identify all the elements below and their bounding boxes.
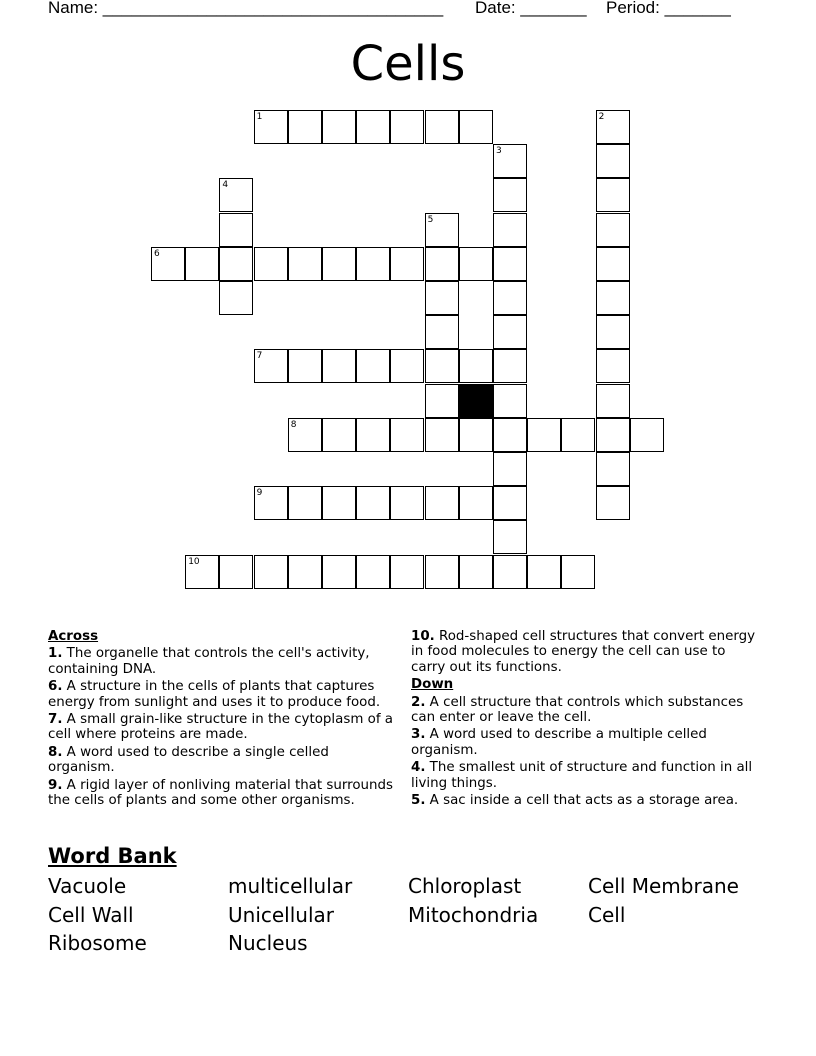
grid-cell[interactable]	[322, 349, 356, 383]
grid-cell[interactable]	[390, 486, 424, 520]
clue-number: 7.	[48, 712, 63, 728]
grid-cell[interactable]	[356, 349, 390, 383]
clue-across-8	[48, 745, 398, 776]
grid-cell[interactable]	[288, 349, 322, 383]
grid-cell[interactable]	[596, 144, 630, 178]
clue-text: A word used to describe a single celled organism.	[48, 744, 329, 776]
grid-cell[interactable]	[390, 555, 424, 589]
down-heading: Down	[411, 677, 454, 693]
grid-cell[interactable]	[322, 486, 356, 520]
grid-cell[interactable]	[219, 213, 253, 247]
grid-cell[interactable]	[425, 247, 459, 281]
grid-cell[interactable]	[425, 315, 459, 349]
grid-cell[interactable]	[596, 178, 630, 212]
grid-cell[interactable]	[493, 384, 527, 418]
word-bank-item: Vacuole	[48, 874, 127, 898]
clue-text: The organelle that controls the cell's activity, containing DNA.	[48, 646, 370, 677]
grid-cell[interactable]	[288, 247, 322, 281]
grid-cell[interactable]	[459, 247, 493, 281]
grid-cell[interactable]	[425, 349, 459, 383]
grid-cell[interactable]	[425, 486, 459, 520]
grid-cell[interactable]	[596, 486, 630, 520]
grid-number: 8	[290, 419, 297, 430]
clue-number: 8.	[48, 744, 63, 760]
grid-cell[interactable]	[596, 452, 630, 486]
grid-cell[interactable]	[254, 247, 288, 281]
grid-cell[interactable]	[596, 384, 630, 418]
grid-cell[interactable]	[219, 247, 253, 281]
grid-cell[interactable]	[596, 349, 630, 383]
grid-cell[interactable]	[527, 555, 561, 589]
grid-cell[interactable]	[493, 486, 527, 520]
across-heading: Across	[48, 629, 99, 644]
word-bank-item: Chloroplast	[408, 874, 522, 898]
grid-cell[interactable]	[288, 555, 322, 589]
grid-cell[interactable]	[630, 418, 664, 452]
grid-cell[interactable]	[356, 418, 390, 452]
clue-text: A rigid layer of nonliving material that surrounds the cells of plants and some other organisms.	[48, 777, 393, 809]
grid-cell[interactable]	[356, 110, 390, 144]
grid-cell[interactable]	[390, 247, 424, 281]
grid-cell[interactable]	[390, 110, 424, 144]
grid-cell[interactable]	[493, 452, 527, 486]
clue-number: 4.	[411, 760, 426, 776]
clue-across-10	[411, 629, 756, 675]
clue-down-3	[411, 727, 756, 758]
grid-cell[interactable]	[425, 110, 459, 144]
grid-cell[interactable]	[322, 110, 356, 144]
grid-cell[interactable]	[493, 247, 527, 281]
page-title: Cells	[350, 36, 466, 92]
grid-cell[interactable]	[561, 555, 595, 589]
grid-cell[interactable]	[596, 281, 630, 315]
clue-number: 1.	[48, 646, 63, 662]
word-bank-item: Cell	[588, 903, 626, 927]
grid-cell[interactable]	[356, 247, 390, 281]
grid-cell[interactable]	[493, 281, 527, 315]
grid-cell[interactable]	[425, 555, 459, 589]
grid-cell[interactable]	[425, 418, 459, 452]
clue-across-9	[48, 778, 398, 809]
grid-cell[interactable]	[493, 555, 527, 589]
clue-down-2	[411, 695, 756, 726]
grid-cell[interactable]	[322, 418, 356, 452]
grid-cell[interactable]	[561, 418, 595, 452]
clue-text: Rod-shaped cell structures that convert energy in food molecules to energy the cell can use to carry out its functions.	[411, 629, 756, 675]
grid-number: 4	[222, 180, 229, 191]
grid-cell[interactable]	[459, 110, 493, 144]
black-square	[459, 384, 493, 418]
grid-cell[interactable]	[322, 247, 356, 281]
clue-text: A sac inside a cell that acts as a storage area.	[429, 793, 739, 809]
grid-cell[interactable]	[596, 315, 630, 349]
grid-cell[interactable]	[459, 486, 493, 520]
grid-cell[interactable]	[425, 384, 459, 418]
grid-number: 6	[154, 248, 160, 259]
word-bank-item: Mitochondria	[408, 903, 539, 927]
word-bank-item: Nucleus	[228, 931, 308, 955]
word-bank-title: Word Bank	[48, 844, 177, 868]
grid-cell[interactable]	[288, 110, 322, 144]
date-field[interactable]: Date: _______	[475, 0, 587, 17]
grid-cell[interactable]	[493, 213, 527, 247]
grid-cell[interactable]	[356, 486, 390, 520]
grid-cell[interactable]	[390, 418, 424, 452]
grid-number: 9	[256, 488, 263, 499]
word-bank-item: Cell Wall	[48, 903, 134, 927]
clue-down-5	[411, 793, 756, 808]
grid-number: 7	[256, 351, 263, 362]
clue-number: 2.	[411, 694, 426, 710]
clue-across-6	[48, 679, 398, 710]
grid-cell[interactable]	[288, 486, 322, 520]
grid-cell[interactable]	[185, 247, 219, 281]
grid-cell[interactable]	[459, 349, 493, 383]
grid-cell[interactable]	[459, 555, 493, 589]
clue-text: The smallest unit of structure and function in all living things.	[411, 760, 753, 791]
grid-cell[interactable]	[596, 213, 630, 247]
grid-cell[interactable]	[493, 418, 527, 452]
grid-cell[interactable]	[596, 247, 630, 281]
grid-cell[interactable]	[596, 418, 630, 452]
grid-cell[interactable]	[322, 555, 356, 589]
clue-text: A word used to describe a multiple celled organism.	[411, 727, 707, 758]
clue-down-4	[411, 760, 756, 791]
grid-cell[interactable]	[356, 555, 390, 589]
word-bank-item: Unicellular	[228, 903, 334, 927]
word-bank-item: Cell Membrane	[588, 874, 739, 898]
clue-text: A small grain-like structure in the cytoplasm of a cell where proteins are made.	[48, 712, 393, 743]
clue-number: 9.	[48, 777, 63, 793]
clue-text: A structure in the cells of plants that captures energy from sunlight and uses it to produce food.	[48, 679, 381, 710]
grid-cell[interactable]	[527, 418, 561, 452]
name-field[interactable]: Name: ____________________________________	[48, 0, 444, 17]
grid-cell[interactable]	[493, 520, 527, 554]
grid-cell[interactable]	[493, 315, 527, 349]
clue-text: A cell structure that controls which substances can enter or leave the cell.	[411, 694, 744, 726]
across-down-clues	[411, 629, 756, 810]
clue-number: 6.	[48, 679, 63, 695]
grid-number: 2	[598, 112, 605, 122]
word-bank-item: multicellular	[228, 874, 353, 898]
clue-number: 5.	[411, 793, 426, 809]
grid-cell[interactable]	[254, 555, 288, 589]
across-clues	[48, 629, 398, 810]
grid-cell[interactable]	[390, 349, 424, 383]
grid-cell[interactable]	[493, 349, 527, 383]
clue-number: 10.	[411, 629, 435, 644]
period-field[interactable]: Period: _______	[606, 0, 731, 17]
grid-number: 3	[496, 146, 502, 157]
grid-cell[interactable]	[425, 281, 459, 315]
word-bank-item: Ribosome	[48, 931, 147, 955]
grid-cell[interactable]	[219, 281, 253, 315]
grid-number: 1	[256, 112, 263, 122]
clue-across-7	[48, 712, 398, 743]
grid-number: 5	[427, 214, 434, 225]
clue-number: 3.	[411, 727, 426, 743]
clue-across-1	[48, 646, 398, 677]
grid-cell[interactable]	[459, 418, 493, 452]
grid-cell[interactable]	[493, 178, 527, 212]
grid-cell[interactable]	[219, 555, 253, 589]
grid-number: 10	[188, 556, 200, 567]
